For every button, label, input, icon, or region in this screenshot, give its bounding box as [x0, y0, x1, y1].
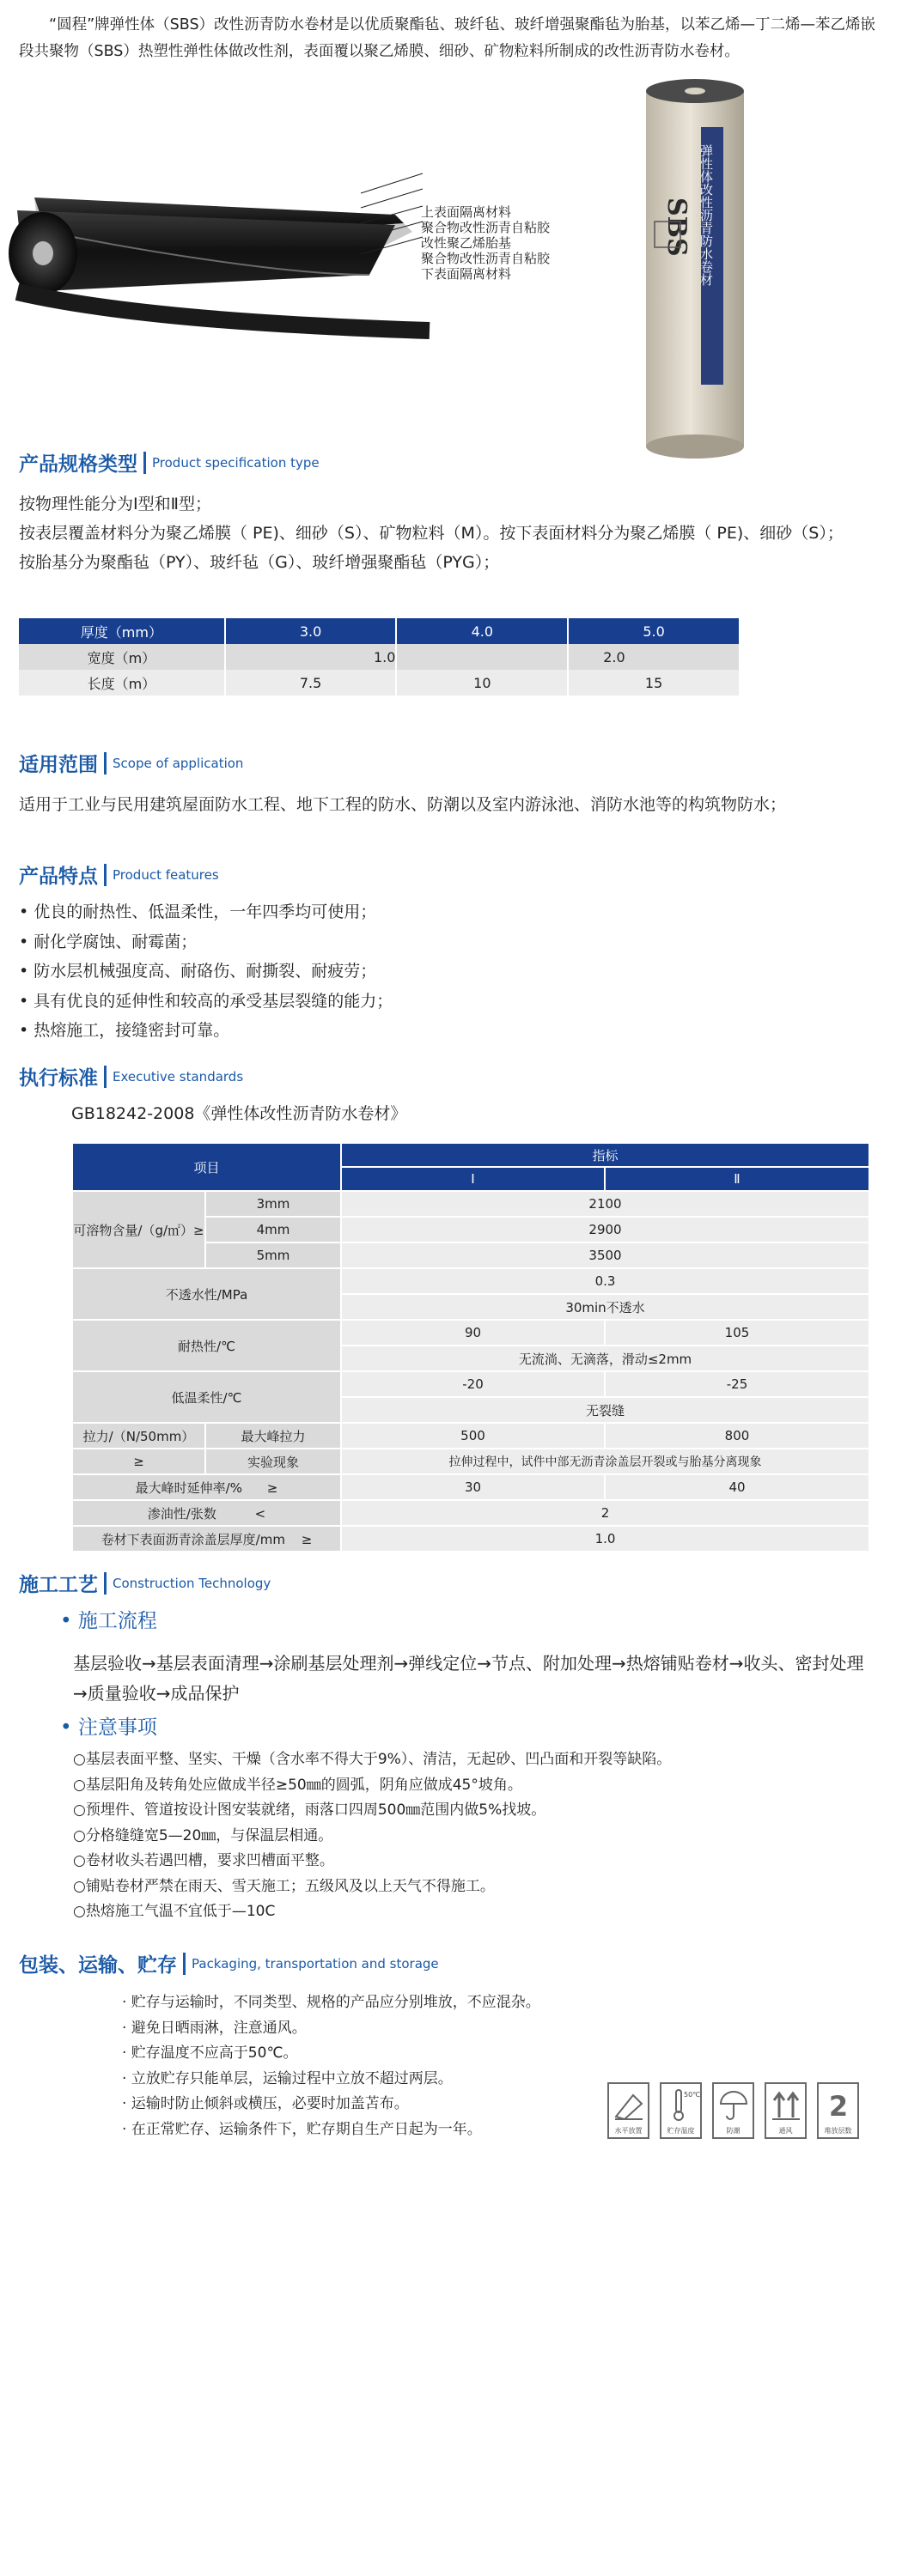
- scope-text: 适用于工业与民用建筑屋面防水工程、地下工程的防水、防潮以及室内游泳池、消防水池等的构筑物防水；: [19, 795, 787, 814]
- table-row: 厚度（mm） 3.0 4.0 5.0: [19, 618, 740, 644]
- spec-line: 按胎基分为聚酯毡（PY）、玻纤毡（G）、玻纤增强聚酯毡（PYG）；: [19, 553, 500, 572]
- layer-label: 下表面隔离材料: [421, 266, 512, 282]
- subsection-title-notes: • 注意事项: [60, 1716, 157, 1739]
- list-item: ○铺贴卷材严禁在雨天、雪天施工；五级风及以上天气不得施工。: [73, 1877, 495, 1895]
- spec-table: [19, 618, 740, 696]
- table-row: 卷材下表面沥青涂盖层厚度/mm ≥ 1.0: [72, 1526, 869, 1552]
- table-row: 耐热性/℃ 90 105: [72, 1320, 869, 1346]
- spec-line: 按物理性能分为Ⅰ型和Ⅱ型；: [19, 495, 211, 513]
- table-row: 5mm 3500: [72, 1242, 869, 1268]
- list-item: • 具有优良的延伸性和较高的承受基层裂缝的能力；: [19, 991, 393, 1011]
- table-row: Ⅰ Ⅱ: [72, 1167, 869, 1191]
- table-row: 不透水性/MPa 0.3: [72, 1268, 869, 1294]
- storage-list: [122, 1990, 603, 2142]
- subsection-title-flow: • 施工流程: [60, 1610, 157, 1632]
- upright-arrows-icon: 通风: [765, 2082, 807, 2139]
- table-row: 30min不透水: [72, 1294, 869, 1320]
- section-title-cn: 适用范围: [19, 754, 98, 776]
- list-item: ○基层阳角及转角处应做成半径≥50㎜的圆弧，阴角应做成45°坡角。: [73, 1776, 522, 1794]
- section-title-en: Packaging, transportation and storage: [192, 1955, 439, 1971]
- storage-icons: [607, 2082, 859, 2139]
- section-header-storage: [19, 1949, 439, 1978]
- list-item: • 耐化学腐蚀、耐霉菌；: [19, 932, 198, 951]
- list-item: • 优良的耐热性、低温柔性，一年四季均可使用；: [19, 902, 377, 921]
- section-title-en: Scope of application: [113, 755, 244, 771]
- intro-paragraph: “圆程”牌弹性体（SBS）改性沥青防水卷材是以优质聚酯毡、玻纤毡、玻纤增强聚酯毡为胎基，以苯乙烯—丁二烯—苯乙烯嵌段共聚物（SBS）热塑性弹性体做改性剂，表面覆以聚乙烯膜、细砂、矿物粒料所制成的改性沥青防水卷材。: [19, 16, 876, 60]
- product-roll-image: [643, 76, 747, 462]
- section-header-spec: [19, 448, 320, 477]
- table-row: 项目 指标: [72, 1143, 869, 1167]
- section-title-en: Construction Technology: [113, 1575, 271, 1591]
- table-row: 拉力/（N/50mm） 最大峰拉力 500 800: [72, 1423, 869, 1449]
- list-item: ○预埋件、管道按设计图安装就绪，雨落口四周500㎜范围内做5%找坡。: [73, 1801, 546, 1819]
- no-tilt-icon: 水平放置: [607, 2082, 649, 2139]
- table-row: 无裂缝: [72, 1397, 869, 1423]
- layer-label: 改性聚乙烯胎基: [421, 235, 512, 251]
- list-item: ○分格缝缝宽5—20㎜，与保温层相通。: [73, 1826, 333, 1844]
- list-item: • 防水层机械强度高、耐硌伤、耐撕裂、耐疲劳；: [19, 962, 377, 981]
- temperature-icon: 50℃ 贮存温度: [660, 2082, 702, 2139]
- list-item: · 立放贮存只能单层，运输过程中立放不超过两层。: [122, 2069, 453, 2087]
- table-row: ≥ 实验现象 拉伸过程中，试件中部无沥青涂盖层开裂或与胎基分离现象: [72, 1449, 869, 1474]
- construction-flow: 基层验收→基层表面清理→涂刷基层处理剂→弹线定位→节点、附加处理→热熔铺贴卷材→收头、密封处理→质量验收→成品保护: [73, 1653, 864, 1704]
- list-item: ○卷材收头若遇凹槽，要求凹槽面平整。: [73, 1852, 334, 1869]
- table-row: 低温柔性/℃ -20 -25: [72, 1371, 869, 1397]
- list-item: · 避免日晒雨淋，注意通风。: [122, 2019, 307, 2037]
- title-divider: [183, 1953, 186, 1975]
- section-title-cn: 产品特点: [19, 866, 98, 888]
- layer-label: 聚合物改性沥青自粘胶: [421, 220, 551, 235]
- roll-vertical-text: 弹性体改性沥青防水卷材: [698, 144, 714, 286]
- svg-text:2: 2: [828, 2090, 848, 2123]
- list-item: ○热熔施工气温不宜低于—10C: [73, 1903, 276, 1920]
- section-title-cn: 施工工艺: [19, 1574, 98, 1596]
- list-item: · 运输时防止倾斜或横压，必要时加盖苫布。: [122, 2095, 409, 2112]
- membrane-layers-illustration: [0, 146, 430, 343]
- table-row: 最大峰时延伸率/% ≥ 30 40: [72, 1474, 869, 1500]
- table-row: 4mm 2900: [72, 1217, 869, 1242]
- section-title-cn: 产品规格类型: [19, 453, 137, 476]
- layer-label: 聚合物改性沥青自粘胶: [421, 251, 551, 266]
- title-divider: [143, 452, 146, 474]
- layer-label: 上表面隔离材料: [421, 204, 512, 220]
- svg-text:50℃: 50℃: [683, 2091, 700, 2099]
- roll-brand-text: SBS: [661, 197, 692, 257]
- section-title-en: Product specification type: [152, 454, 320, 471]
- table-row: 宽度（m） 1.0 2.0: [19, 644, 740, 670]
- table-row: 长度（m） 7.5 10 15: [19, 670, 740, 696]
- section-title-cn: 包装、运输、贮存: [19, 1954, 177, 1977]
- section-header-standards: [19, 1062, 243, 1091]
- section-title-en: Executive standards: [113, 1068, 244, 1084]
- standard-table: [71, 1142, 870, 1552]
- list-item: · 贮存温度不应高于50℃。: [122, 2044, 298, 2062]
- umbrella-icon: 防潮: [712, 2082, 754, 2139]
- stack-limit-icon: 2 堆放层数: [817, 2082, 859, 2139]
- title-divider: [104, 864, 107, 886]
- section-header-scope: [19, 749, 243, 777]
- spec-line: 按表层覆盖材料分为聚乙烯膜（ PE)、细砂（S）、矿物粒料（M）。按下表面材料分为聚乙烯膜（ PE)、细砂（S）；: [19, 524, 844, 543]
- section-title-en: Product features: [113, 866, 219, 883]
- table-row: 无流淌、无滴落，滑动≤2mm: [72, 1346, 869, 1371]
- layer-legend: [421, 204, 644, 282]
- list-item: • 热熔施工，接缝密封可靠。: [19, 1021, 230, 1040]
- title-divider: [104, 752, 107, 775]
- list-item: · 在正常贮存、运输条件下，贮存期自生产日起为一年。: [122, 2120, 482, 2138]
- list-item: · 贮存与运输时，不同类型、规格的产品应分别堆放，不应混杂。: [122, 1994, 540, 2011]
- table-row: 可溶物含量/（g/㎡）≥ 3mm 2100: [72, 1191, 869, 1217]
- section-header-construction: [19, 1569, 271, 1597]
- notes-list: [73, 1747, 872, 1925]
- table-row: 渗油性/张数 < 2: [72, 1500, 869, 1526]
- spec-lines: [19, 489, 882, 577]
- title-divider: [104, 1066, 107, 1088]
- section-title-cn: 执行标准: [19, 1067, 98, 1090]
- features-list: [19, 897, 882, 1046]
- list-item: ○基层表面平整、坚实、干燥（含水率不得大于9%）、清洁，无起砂、凹凸面和开裂等缺陷。: [73, 1751, 672, 1768]
- standard-code: GB18242-2008《弹性体改性沥青防水卷材》: [71, 1104, 407, 1123]
- section-header-features: [19, 860, 219, 889]
- title-divider: [104, 1572, 107, 1595]
